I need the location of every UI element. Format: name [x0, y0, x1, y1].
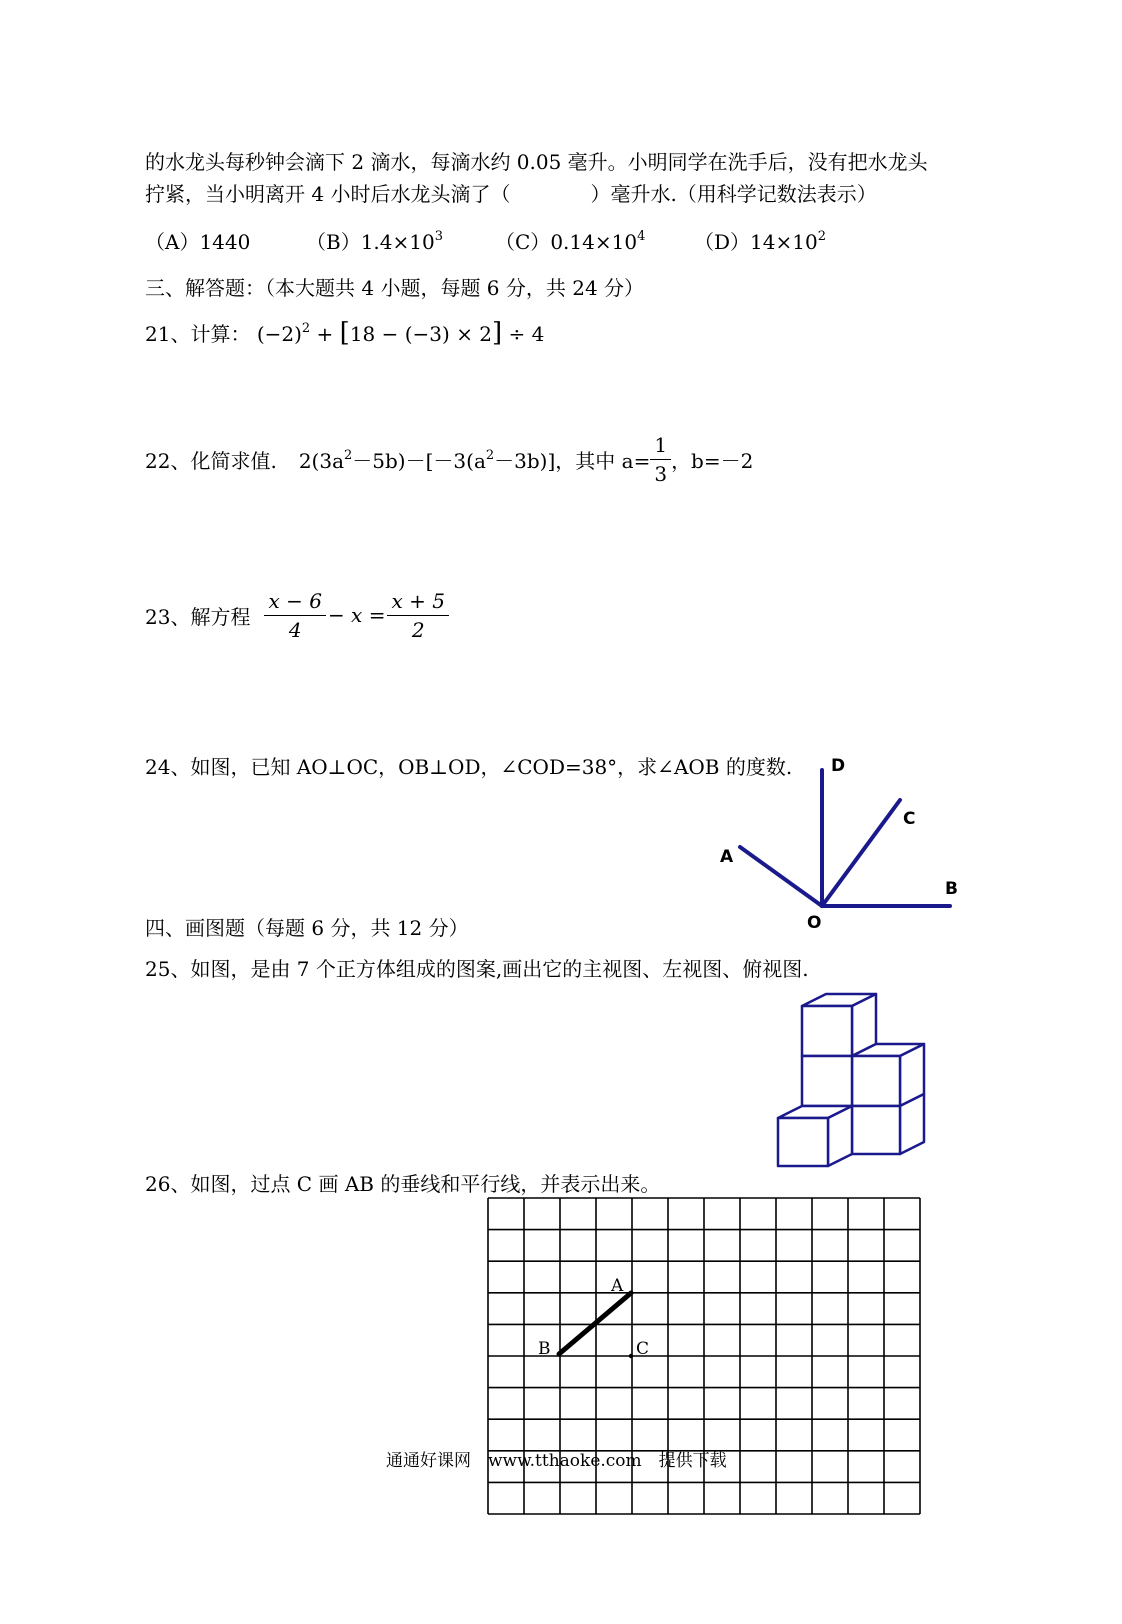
section-3-heading: 三、解答题：（本大题共 4 小题，每题 6 分，共 24 分）	[145, 276, 645, 300]
q20-option-b: $(B)1.4\times 10^3$	[306, 229, 443, 254]
label-c: C	[636, 1339, 650, 1359]
label-a: A	[611, 1276, 624, 1296]
q24-angle-figure	[700, 740, 980, 940]
q23-middle: − x =	[327, 603, 386, 627]
q23	[145, 585, 449, 645]
label-b: B	[538, 1339, 551, 1359]
footer-text: 通通好课网 www.tthaoke.com 提供下载	[386, 1451, 727, 1471]
q26-text: 26、如图，过点 C 画 AB 的垂线和平行线，并表示出来。	[145, 1172, 661, 1196]
label-o: O	[807, 913, 822, 933]
q22-prefix: 22、化简求值.	[145, 448, 277, 473]
q22-expression: $2(3a^2-5b)-[-3(a^2-3b)]$，其中 a=	[298, 447, 651, 473]
ray-oc	[822, 800, 900, 906]
q20-option-c: $(C)0.14\times 10^4$	[495, 229, 646, 254]
q23-lhs-fraction: $\frac{x - 6}{4}$	[264, 587, 325, 644]
q21	[145, 318, 544, 348]
q23-prefix: 23、解方程	[145, 604, 251, 629]
q22-fraction: $\frac{1}{3}$	[650, 431, 671, 488]
ray-oa	[740, 847, 822, 906]
q25-text: 25、如图，是由 7 个正方体组成的图案,画出它的主视图、左视图、俯视图.	[145, 957, 809, 981]
q20-line-1: 的水龙头每秒钟会滴下 2 滴水，每滴水约 0.05 毫升。小明同学在洗手后，没有把水龙头	[145, 150, 928, 174]
q22: 22、化简求值. $2(3a^2-5b)-[-3(a^2-3b)]$，其中 a= $\frac{1}{3}$ ，b=－2	[145, 432, 754, 486]
q20-option-a-value: 1440	[199, 230, 251, 254]
q24-text: 24、如图，已知 AO⊥OC，OB⊥OD，∠COD=38°，求∠AOB 的度数.	[145, 755, 793, 779]
q20-option-d: $(D)14\times 10^2$	[694, 229, 826, 254]
label-a: A	[720, 847, 734, 867]
label-c: C	[903, 809, 916, 829]
q25-cube-figure	[770, 990, 935, 1175]
q20-line-2: 拧紧，当小明离开 4 小时后水龙头滴了（ ）毫升水.（用科学记数法表示）	[145, 182, 877, 206]
q23-rhs-fraction: $\frac{x + 5}{2}$	[387, 587, 448, 644]
section-4-heading: 四、画图题（每题 6 分，共 12 分）	[145, 916, 469, 940]
segment-ab	[559, 1293, 631, 1354]
q21-expression: $(-2)^2 + [18 - (-3) \times 2] \div 4$	[256, 318, 545, 348]
point-c	[629, 1354, 633, 1358]
q21-prefix: 21、计算：	[145, 322, 251, 346]
label-b: B	[945, 879, 958, 899]
q20-option-a: （A）1440	[145, 230, 251, 254]
label-d: D	[831, 756, 846, 776]
